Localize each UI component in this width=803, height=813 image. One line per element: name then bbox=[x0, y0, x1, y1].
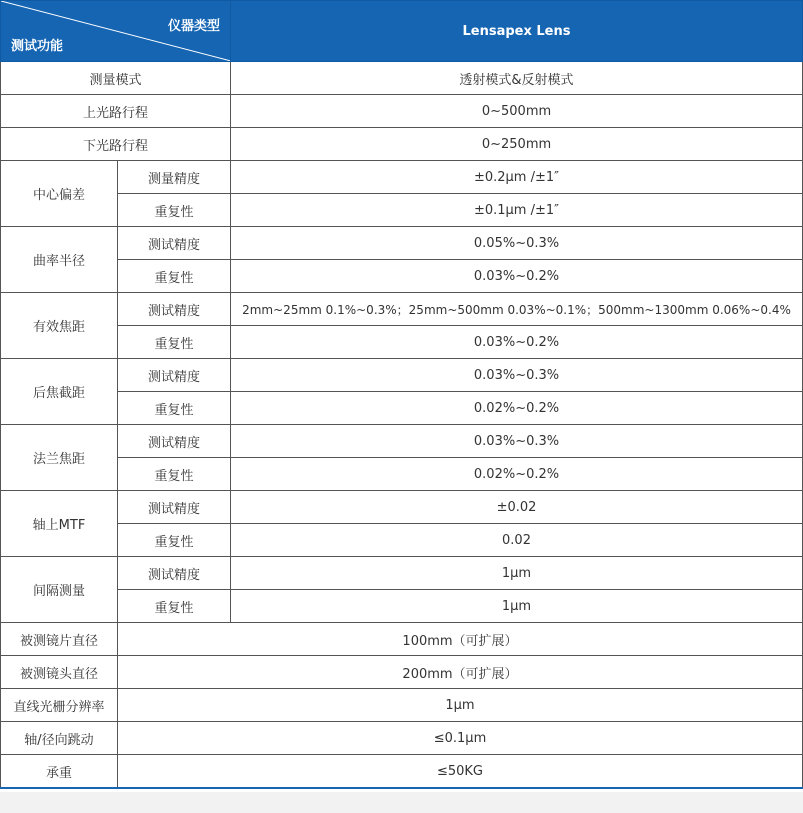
sub-label: 测试精度 bbox=[118, 491, 231, 524]
model-header: Lensapex Lens bbox=[231, 1, 803, 62]
row-value: 0.02 bbox=[231, 524, 803, 557]
sub-label: 测试精度 bbox=[118, 425, 231, 458]
table-row bbox=[1, 194, 803, 227]
row-value: 0~250mm bbox=[231, 128, 803, 161]
row-value: ±0.02 bbox=[231, 491, 803, 524]
sub-label: 重复性 bbox=[118, 326, 231, 359]
table-row bbox=[1, 722, 803, 755]
row-value: 2mm~25mm 0.1%~0.3%；25mm~500mm 0.03%~0.1%；500mm~1300mm 0.06%~0.4% bbox=[231, 293, 803, 326]
row-value: 0.03%~0.2% bbox=[231, 326, 803, 359]
row-value: 0.02%~0.2% bbox=[231, 458, 803, 491]
table-row bbox=[1, 623, 803, 656]
table-row bbox=[1, 260, 803, 293]
sub-label: 重复性 bbox=[118, 260, 231, 293]
table-row bbox=[1, 62, 803, 95]
table-row bbox=[1, 425, 803, 458]
row-value: 1μm bbox=[118, 689, 803, 722]
group-label: 有效焦距 bbox=[1, 293, 118, 359]
row-value: ≤0.1μm bbox=[118, 722, 803, 755]
sub-label: 测试精度 bbox=[118, 293, 231, 326]
table-row bbox=[1, 359, 803, 392]
table-row bbox=[1, 689, 803, 722]
row-value: 1μm bbox=[231, 590, 803, 623]
group-label: 法兰焦距 bbox=[1, 425, 118, 491]
table-row bbox=[1, 128, 803, 161]
row-value: 0~500mm bbox=[231, 95, 803, 128]
row-value: ≤50KG bbox=[118, 755, 803, 789]
table-row bbox=[1, 293, 803, 326]
row-label: 直线光栅分辨率 bbox=[1, 689, 118, 722]
row-value: 0.05%~0.3% bbox=[231, 227, 803, 260]
row-value: ±0.2μm /±1″ bbox=[231, 161, 803, 194]
table-row bbox=[1, 557, 803, 590]
table-row bbox=[1, 161, 803, 194]
group-label: 轴上MTF bbox=[1, 491, 118, 557]
sub-label: 重复性 bbox=[118, 194, 231, 227]
table-row bbox=[1, 227, 803, 260]
row-value: 0.03%~0.2% bbox=[231, 260, 803, 293]
row-label: 下光路行程 bbox=[1, 128, 231, 161]
table-row bbox=[1, 458, 803, 491]
sub-label: 测试精度 bbox=[118, 227, 231, 260]
table-row bbox=[1, 524, 803, 557]
row-value: 0.03%~0.3% bbox=[231, 425, 803, 458]
corner-header-cell bbox=[1, 1, 231, 62]
corner-label-instrument-type: 仪器类型 bbox=[167, 19, 220, 34]
group-label: 间隔测量 bbox=[1, 557, 118, 623]
row-value: ±0.1μm /±1″ bbox=[231, 194, 803, 227]
corner-label-test-function: 测试功能 bbox=[11, 39, 64, 54]
row-label: 被测镜头直径 bbox=[1, 656, 118, 689]
table-row bbox=[1, 491, 803, 524]
sub-label: 重复性 bbox=[118, 458, 231, 491]
sub-label: 重复性 bbox=[118, 392, 231, 425]
sub-label: 测量精度 bbox=[118, 161, 231, 194]
row-value: 0.02%~0.2% bbox=[231, 392, 803, 425]
row-value: 0.03%~0.3% bbox=[231, 359, 803, 392]
row-label: 测量模式 bbox=[1, 62, 231, 95]
row-value: 100mm（可扩展） bbox=[118, 623, 803, 656]
table-row bbox=[1, 392, 803, 425]
row-value: 1μm bbox=[231, 557, 803, 590]
row-label: 上光路行程 bbox=[1, 95, 231, 128]
footer-strip bbox=[0, 792, 803, 813]
table-row bbox=[1, 590, 803, 623]
group-label: 后焦截距 bbox=[1, 359, 118, 425]
table-row bbox=[1, 95, 803, 128]
row-value: 透射模式&反射模式 bbox=[231, 62, 803, 95]
table-row bbox=[1, 326, 803, 359]
row-label: 轴/径向跳动 bbox=[1, 722, 118, 755]
row-label: 被测镜片直径 bbox=[1, 623, 118, 656]
sub-label: 重复性 bbox=[118, 590, 231, 623]
sub-label: 测试精度 bbox=[118, 359, 231, 392]
table-row bbox=[1, 656, 803, 689]
table-row bbox=[1, 755, 803, 789]
group-label: 中心偏差 bbox=[1, 161, 118, 227]
header-row bbox=[1, 1, 803, 62]
sub-label: 重复性 bbox=[118, 524, 231, 557]
row-value: 200mm（可扩展） bbox=[118, 656, 803, 689]
sub-label: 测试精度 bbox=[118, 557, 231, 590]
row-label: 承重 bbox=[1, 755, 118, 789]
group-label: 曲率半径 bbox=[1, 227, 118, 293]
